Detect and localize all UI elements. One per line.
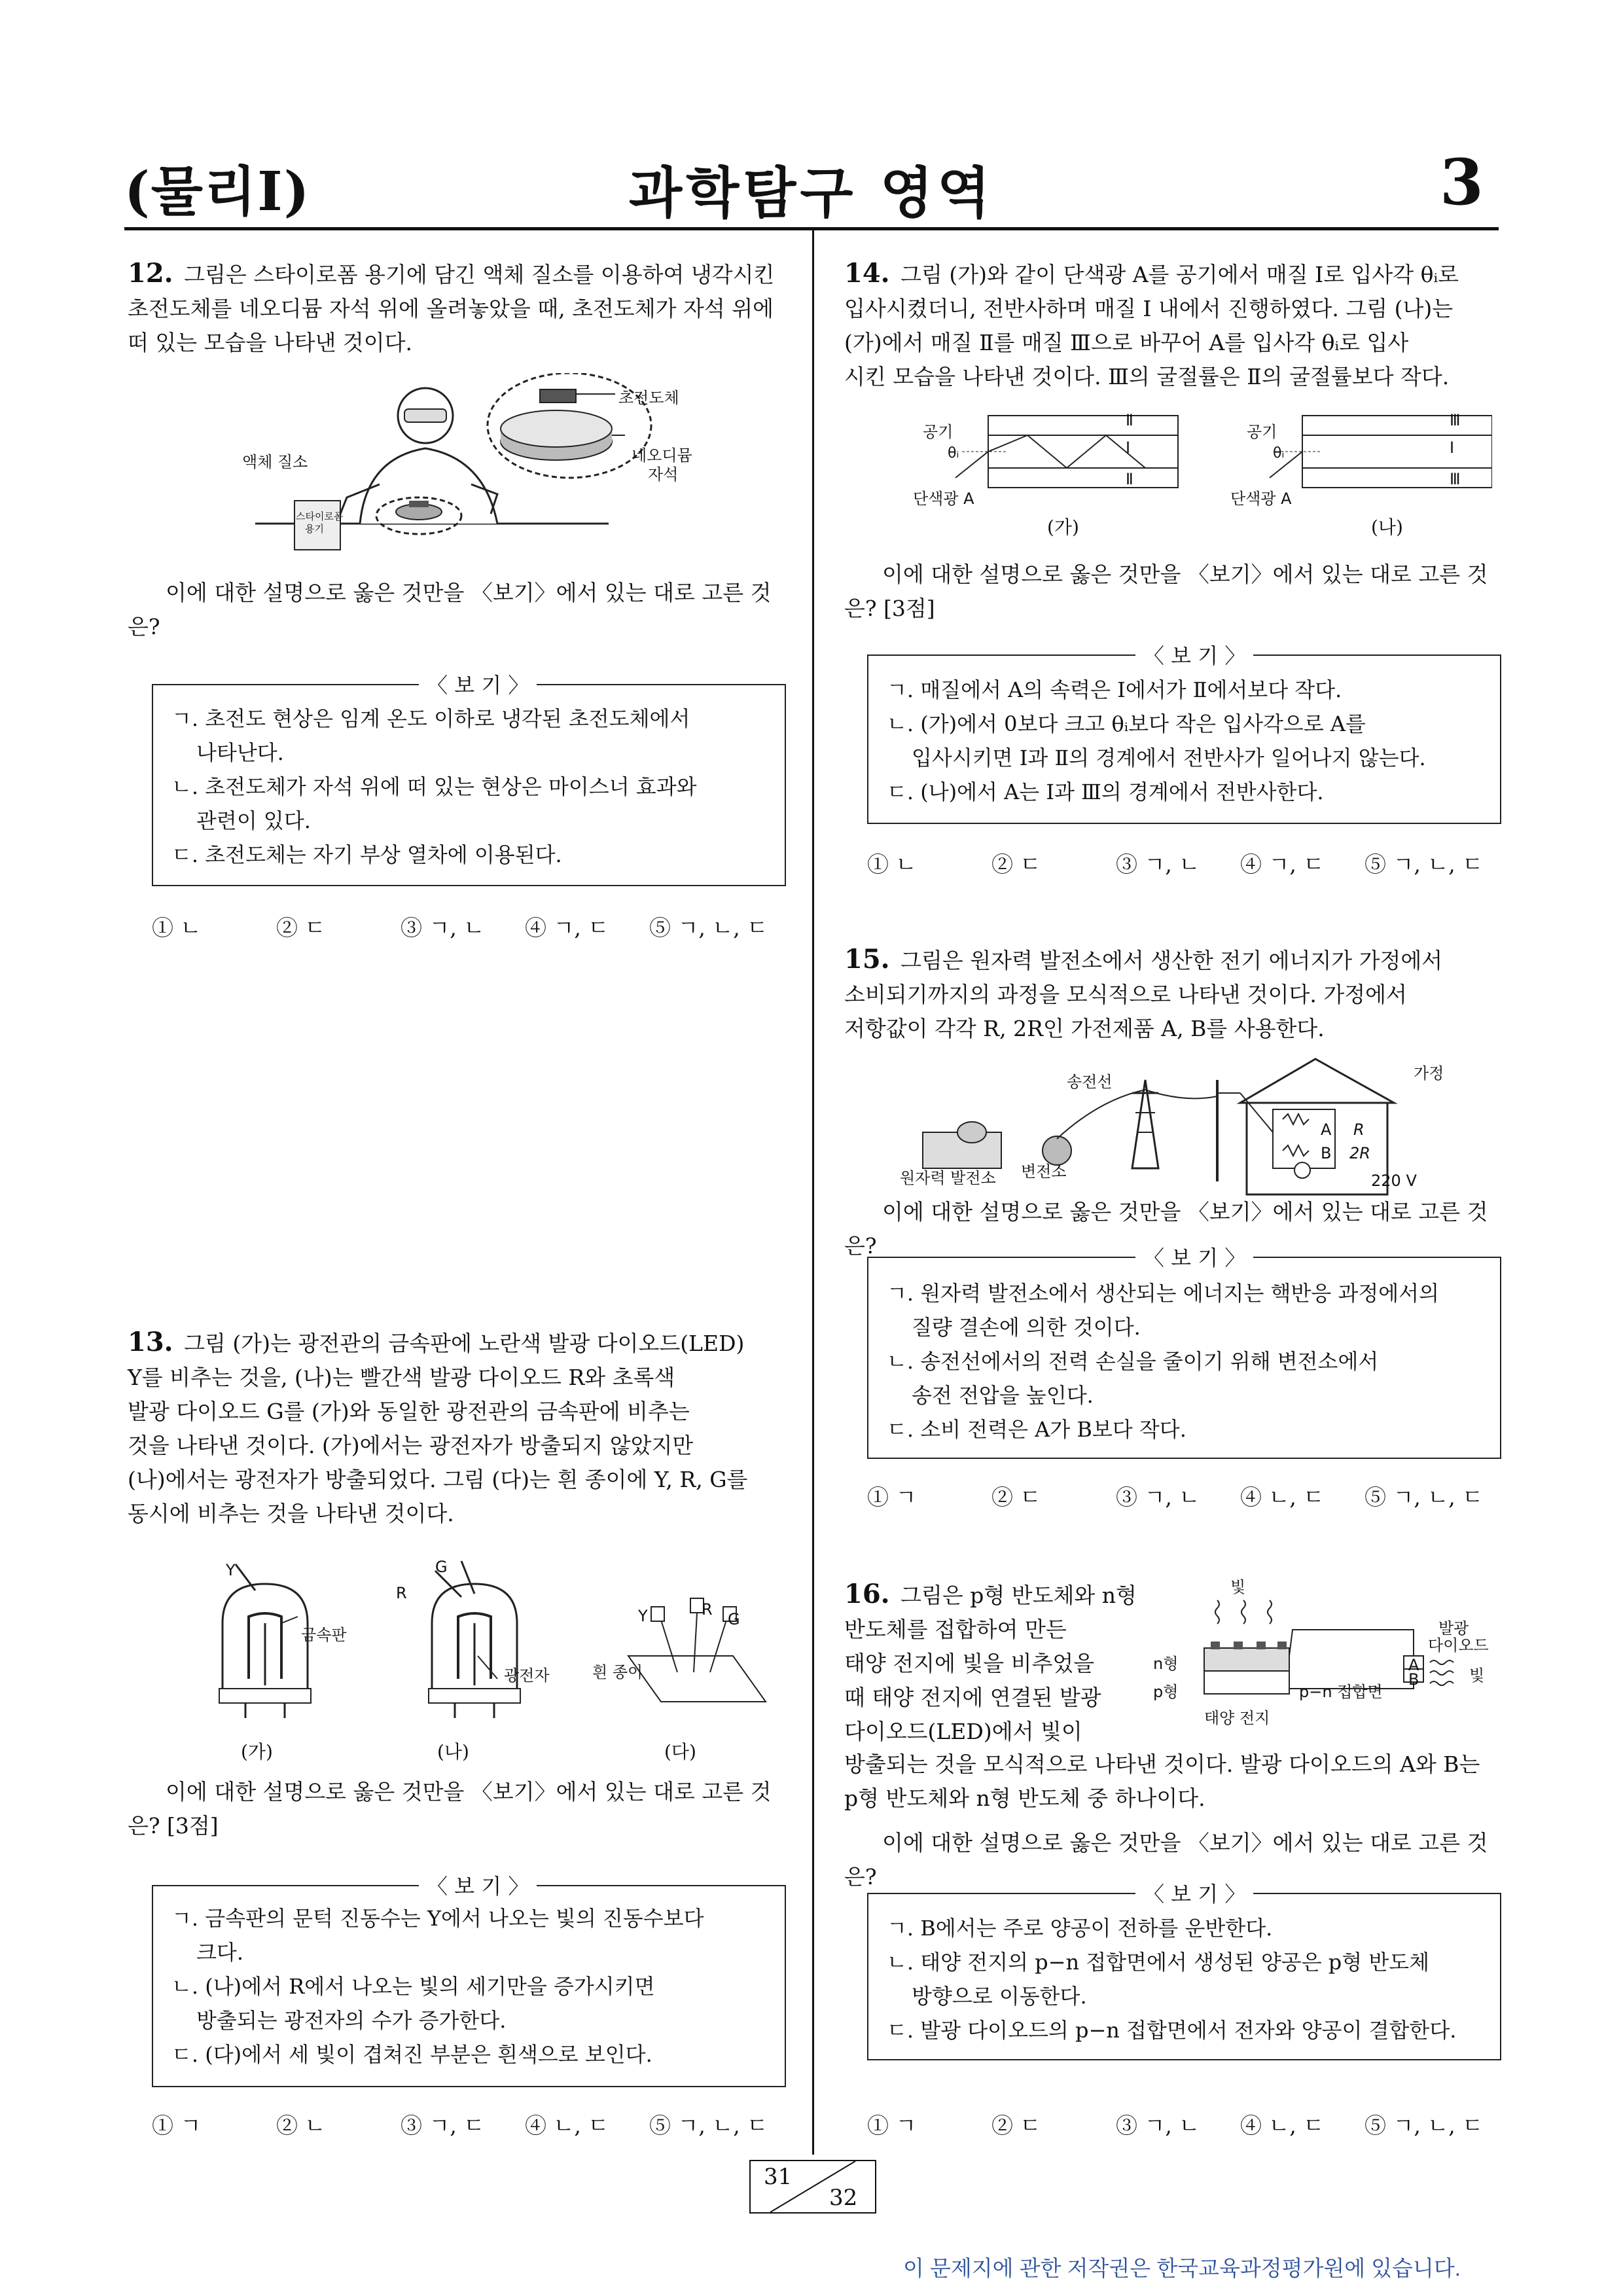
- figure-caption-a: (가): [241, 1741, 273, 1763]
- q16-item-2b: 방향으로 이동한다.: [912, 1984, 1087, 2009]
- figure-caption-14a: (가): [1047, 516, 1079, 538]
- q14-item-2a: ㄴ. (가)에서 0보다 크고 θᵢ보다 작은 입사각으로 A를: [887, 711, 1366, 736]
- q16-line-1: 방출되는 것을 모식적으로 나타낸 것이다. 발광 다이오드의 A와 B는: [844, 1751, 1480, 1777]
- q14-line-1: 그림 (가)와 같이 단색광 A를 공기에서 매질 Ⅰ로 입사각 θᵢ로: [901, 262, 1459, 287]
- appliance-b-label: B: [1321, 1144, 1332, 1162]
- medium-3-bottom-b: Ⅲ: [1450, 470, 1461, 488]
- phototube-figure: [209, 1558, 785, 1728]
- light-a-label-b: 단색광 A: [1230, 490, 1292, 508]
- q12-item-3: ㄷ. 초전도체는 자기 부상 열차에 이용된다.: [171, 842, 562, 867]
- question-16-number: 16.: [844, 1579, 890, 1609]
- q16-choice-4[interactable]: ④ ㄴ, ㄷ: [1240, 2113, 1325, 2138]
- q13-item-3: ㄷ. (다)에서 세 빛이 겹쳐진 부분은 흰색으로 보인다.: [171, 2042, 652, 2067]
- q14-choice-1[interactable]: ① ㄴ: [867, 852, 917, 877]
- q12-choice-4[interactable]: ④ ㄱ, ㄷ: [525, 915, 609, 941]
- q12-item-1b: 나타난다.: [196, 740, 284, 765]
- paper-led-g-label: G: [728, 1610, 740, 1628]
- theta-label-b: θᵢ: [1273, 445, 1285, 461]
- current-page: 31: [764, 2164, 793, 2190]
- q12-choice-2[interactable]: ② ㄷ: [276, 915, 326, 941]
- q15-choice-2[interactable]: ② ㄷ: [991, 1484, 1041, 1510]
- q16-choice-2[interactable]: ② ㄷ: [991, 2113, 1041, 2138]
- led-a-label: A: [1408, 1656, 1419, 1674]
- q16-choice-5[interactable]: ⑤ ㄱ, ㄴ, ㄷ: [1364, 2113, 1484, 2138]
- total-pages: 32: [829, 2185, 858, 2211]
- q15-choice-3[interactable]: ③ ㄱ, ㄴ: [1116, 1484, 1200, 1510]
- superconductor-figure: [229, 373, 805, 569]
- q13-line-5: (나)에서는 광전자가 방출되었다. 그림 (다)는 흰 종이에 Y, R, G를: [128, 1467, 748, 1492]
- question-12-box-title: 〈 보 기 〉: [419, 672, 537, 698]
- q12-choice-5[interactable]: ⑤ ㄱ, ㄴ, ㄷ: [649, 915, 768, 941]
- air-label-a: 공기: [923, 423, 954, 441]
- resistance-r-label: R: [1353, 1121, 1364, 1139]
- superconductor-label: 초전도체: [618, 389, 679, 407]
- q13-item-2b: 방출되는 광전자의 수가 증가한다.: [196, 2008, 507, 2033]
- question-14-lead: 이에 대한 설명으로 옳은 것만을 〈보기〉에서 있는 대로 고른 것은? [3점]: [844, 562, 1488, 621]
- q16-short-line-4: 때 태양 전지에 연결된 발광: [844, 1685, 1101, 1710]
- question-15: [844, 942, 1505, 1046]
- container-label-2: 용기: [305, 523, 324, 535]
- q16-item-3: ㄷ. 발광 다이오드의 p−n 접합면에서 전자와 양공이 결합한다.: [887, 2018, 1457, 2043]
- q13-choice-1[interactable]: ① ㄱ: [152, 2113, 202, 2138]
- q13-item-1a: ㄱ. 금속판의 문턱 진동수는 Y에서 나오는 빛의 진동수보다: [171, 1906, 704, 1931]
- question-16-continued: [844, 1748, 1505, 1816]
- question-15-lead: 이에 대한 설명으로 옳은 것만을 〈보기〉에서 있는 대로 고른 것은?: [844, 1199, 1488, 1259]
- white-paper-label: 흰 종이: [592, 1663, 643, 1681]
- q14-item-2b: 입사시키면 Ⅰ과 Ⅱ의 경계에서 전반사가 일어나지 않는다.: [912, 745, 1426, 770]
- q16-short-line-1: 그림은 p형 반도체와 n형: [901, 1583, 1137, 1608]
- q15-choice-4[interactable]: ④ ㄴ, ㄷ: [1240, 1484, 1325, 1510]
- resistance-2r-label: 2R: [1349, 1144, 1370, 1162]
- header-divider: [124, 227, 1499, 230]
- question-16-lead: 이에 대한 설명으로 옳은 것만을 〈보기〉에서 있는 대로 고른 것은?: [844, 1830, 1488, 1890]
- q13-choice-5[interactable]: ⑤ ㄱ, ㄴ, ㄷ: [649, 2113, 768, 2138]
- house-label: 가정: [1414, 1064, 1444, 1083]
- q16-item-1: ㄱ. B에서는 주로 양공이 전하를 운반한다.: [887, 1916, 1273, 1941]
- q14-line-4: 시킨 모습을 나타낸 것이다. Ⅲ의 굴절률은 Ⅱ의 굴절률보다 작다.: [844, 364, 1450, 389]
- page-counter-box: [749, 2160, 876, 2214]
- question-14-number: 14.: [844, 258, 890, 289]
- solar-cell-label: 태양 전지: [1204, 1709, 1270, 1727]
- question-12-number: 12.: [128, 258, 173, 289]
- q12-item-2a: ㄴ. 초전도체가 자석 위에 떠 있는 현상은 마이스너 효과와: [171, 774, 697, 799]
- medium-2-top-a: Ⅱ: [1126, 411, 1133, 429]
- q12-choice-1[interactable]: ① ㄴ: [152, 915, 202, 941]
- question-12-choices: [152, 911, 774, 942]
- subject-label: (물리Ⅰ): [124, 160, 311, 223]
- appliance-a-label: A: [1321, 1121, 1332, 1139]
- q16-short-line-5: 다이오드(LED)에서 빛이: [844, 1719, 1082, 1744]
- medium-3-top-b: Ⅲ: [1450, 411, 1461, 429]
- q13-line-3: 발광 다이오드 G를 (가)와 동일한 광전관의 금속판에 비추는: [128, 1399, 690, 1424]
- power-plant-label: 원자력 발전소: [900, 1169, 996, 1187]
- metal-plate-label: 금속판: [301, 1626, 347, 1644]
- q15-choice-1[interactable]: ① ㄱ: [867, 1484, 917, 1510]
- question-13-box-title: 〈 보 기 〉: [419, 1873, 537, 1899]
- refraction-figure: [916, 406, 1492, 504]
- magnet-label-1: 네오디뮴: [632, 446, 692, 465]
- q13-line-4: 것을 나타낸 것이다. (가)에서는 광전자가 방출되지 않았지만: [128, 1433, 694, 1458]
- q16-short-line-3: 태양 전지에 빛을 비추었을: [844, 1651, 1095, 1676]
- question-12: [128, 257, 782, 360]
- q13-line-2: Y를 비추는 것을, (나)는 빨간색 발광 다이오드 R와 초록색: [128, 1365, 675, 1390]
- question-16: [844, 1577, 1165, 1749]
- q12-item-2b: 관련이 있다.: [196, 808, 311, 833]
- q15-line-1: 그림은 원자력 발전소에서 생산한 전기 에너지가 가정에서: [901, 948, 1443, 973]
- q15-choice-5[interactable]: ⑤ ㄱ, ㄴ, ㄷ: [1364, 1484, 1484, 1510]
- q14-line-3: (가)에서 매질 Ⅱ를 매질 Ⅲ으로 바꾸어 A를 입사각 θᵢ로 입사: [844, 330, 1409, 355]
- q13-item-2a: ㄴ. (나)에서 R에서 나오는 빛의 세기만을 증가시키면: [171, 1974, 655, 1999]
- paper-led-y-label: Y: [638, 1607, 648, 1625]
- q16-choice-1[interactable]: ① ㄱ: [867, 2113, 917, 2138]
- q15-item-2a: ㄴ. 송전선에서의 전력 손실을 줄이기 위해 변전소에서: [887, 1349, 1379, 1374]
- q15-item-1a: ㄱ. 원자력 발전소에서 생산되는 에너지는 핵반응 과정에서의: [887, 1281, 1440, 1306]
- magnet-label-2: 자석: [648, 465, 679, 484]
- q14-choice-4[interactable]: ④ ㄱ, ㄷ: [1240, 852, 1325, 877]
- q15-item-1b: 질량 결손에 의한 것이다.: [912, 1315, 1141, 1340]
- q14-choice-3[interactable]: ③ ㄱ, ㄴ: [1116, 852, 1200, 877]
- air-label-b: 공기: [1247, 423, 1277, 441]
- medium-1-b: Ⅰ: [1450, 439, 1455, 457]
- question-13-choices: [152, 2109, 774, 2140]
- column-divider: [812, 230, 814, 2155]
- q14-line-2: 입사시켰더니, 전반사하며 매질 Ⅰ 내에서 진행하였다. 그림 (나)는: [844, 296, 1454, 321]
- n-type-label: n형: [1153, 1655, 1179, 1673]
- led-r-label: R: [396, 1584, 407, 1602]
- question-14-box-title: 〈 보 기 〉: [1135, 643, 1253, 669]
- light-a-label-a: 단색광 A: [913, 490, 974, 508]
- question-13-lead: 이에 대한 설명으로 옳은 것만을 〈보기〉에서 있는 대로 고른 것은? [3점]: [128, 1779, 772, 1839]
- led-b-label: B: [1408, 1670, 1419, 1689]
- question-12-text: 그림은 스타이로폼 용기에 담긴 액체 질소를 이용하여 냉각시킨 초전도체를 네오디뮴 자석 위에 올려놓았을 때, 초전도체가 자석 위에 떠 있는 모습을 나타낸 것이다.: [128, 262, 775, 355]
- transmission-line-label: 송전선: [1067, 1073, 1113, 1091]
- emitted-light-label: 빛: [1469, 1666, 1485, 1685]
- q13-choice-4[interactable]: ④ ㄴ, ㄷ: [525, 2113, 609, 2138]
- q15-line-2: 소비되기까지의 과정을 모식적으로 나타낸 것이다. 가정에서: [844, 982, 1407, 1007]
- q16-choice-3[interactable]: ③ ㄱ, ㄴ: [1116, 2113, 1200, 2138]
- q14-choice-2[interactable]: ② ㄷ: [991, 852, 1041, 877]
- led-label-2: 다이오드: [1428, 1636, 1489, 1655]
- question-14: [844, 257, 1505, 394]
- q13-item-1b: 크다.: [196, 1940, 243, 1965]
- question-15-number: 15.: [844, 944, 890, 975]
- question-16-choices: [867, 2109, 1489, 2140]
- medium-1-a: Ⅰ: [1126, 439, 1131, 457]
- liquid-nitrogen-label: 액체 질소: [242, 453, 308, 471]
- q15-line-3: 저항값이 각각 R, 2R인 가전제품 A, B를 사용한다.: [844, 1016, 1325, 1041]
- medium-2-bottom-a: Ⅱ: [1126, 470, 1133, 488]
- page-title: 과학탐구 영역: [628, 160, 995, 225]
- question-13-number: 13.: [128, 1327, 173, 1357]
- question-15-choices: [867, 1480, 1489, 1511]
- q16-short-line-2: 반도체를 접합하여 만든: [844, 1617, 1067, 1642]
- incoming-light-label: 빛: [1230, 1578, 1246, 1596]
- question-16-box-title: 〈 보 기 〉: [1135, 1881, 1253, 1907]
- question-15-box-title: 〈 보 기 〉: [1135, 1245, 1253, 1271]
- figure-caption-b: (나): [437, 1741, 469, 1763]
- q13-line-6: 동시에 비추는 것을 나타낸 것이다.: [128, 1501, 454, 1526]
- question-14-choices: [867, 848, 1489, 878]
- q15-item-2b: 송전 전압을 높인다.: [912, 1383, 1094, 1408]
- q16-line-2: p형 반도체와 n형 반도체 중 하나이다.: [844, 1785, 1205, 1811]
- q16-item-2a: ㄴ. 태양 전지의 p−n 접합면에서 생성된 양공은 p형 반도체: [887, 1950, 1430, 1975]
- p-type-label: p형: [1153, 1683, 1179, 1701]
- question-13: [128, 1325, 789, 1531]
- led-g-label: G: [435, 1558, 448, 1576]
- voltage-label: 220 V: [1371, 1172, 1417, 1190]
- led-y-label: Y: [226, 1561, 236, 1579]
- figure-caption-c: (다): [664, 1741, 696, 1763]
- q14-item-1: ㄱ. 매질에서 A의 속력은 Ⅰ에서가 Ⅱ에서보다 작다.: [887, 677, 1342, 702]
- photoelectron-label: 광전자: [504, 1666, 550, 1685]
- q14-item-3: ㄷ. (나)에서 A는 Ⅰ과 Ⅲ의 경계에서 전반사한다.: [887, 780, 1324, 804]
- copyright-notice: 이 문제지에 관한 저작권은 한국교육과정평가원에 있습니다.: [903, 2256, 1461, 2280]
- paper-led-r-label: R: [702, 1600, 713, 1619]
- q14-choice-5[interactable]: ⑤ ㄱ, ㄴ, ㄷ: [1364, 852, 1484, 877]
- q12-item-1a: ㄱ. 초전도 현상은 임계 온도 이하로 냉각된 초전도체에서: [171, 706, 690, 731]
- q13-line-1: 그림 (가)는 광전관의 금속판에 노란색 발광 다이오드(LED): [184, 1331, 745, 1356]
- q13-choice-3[interactable]: ③ ㄱ, ㄷ: [401, 2113, 485, 2138]
- page-number: 3: [1440, 145, 1484, 219]
- figure-caption-14b: (나): [1371, 516, 1403, 538]
- pn-junction-label: p−n 접합면: [1299, 1683, 1383, 1701]
- question-12-lead: 이에 대한 설명으로 옳은 것만을 〈보기〉에서 있는 대로 고른 것은?: [128, 580, 772, 639]
- theta-label-a: θᵢ: [948, 445, 959, 461]
- substation-label: 변전소: [1021, 1162, 1067, 1181]
- q13-choice-2[interactable]: ② ㄴ: [276, 2113, 326, 2138]
- q15-item-3: ㄷ. 소비 전력은 A가 B보다 작다.: [887, 1417, 1186, 1442]
- led-label-1: 발광: [1438, 1619, 1469, 1638]
- container-label-1: 스타이로폼: [296, 511, 344, 522]
- q12-choice-3[interactable]: ③ ㄱ, ㄴ: [401, 915, 485, 941]
